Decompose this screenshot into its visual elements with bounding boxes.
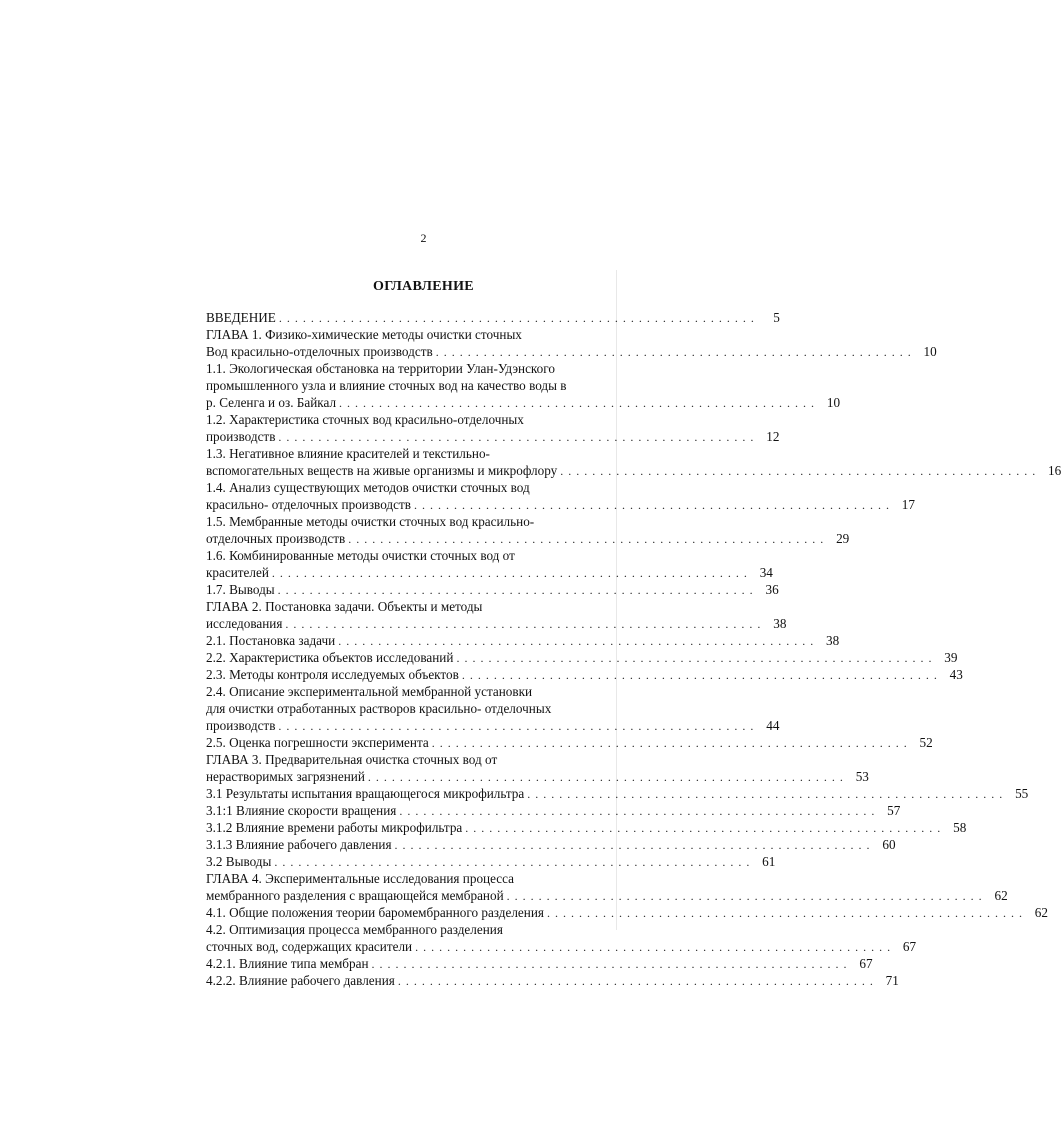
toc-entry-text: 1.5. Мембранные методы очистки сточных вод красильно- — [206, 514, 535, 529]
toc-title: ОГЛАВЛЕНИЕ — [373, 279, 474, 294]
toc-page-number: 60 — [882, 837, 896, 852]
dot-leader: . . . . . . . . . . . . . . . . . . . . . . . . . . . . . . . . . . . . . . . . . . . . . . . . . . . . . . . . . . . . — [285, 617, 762, 631]
toc-page-number: 61 — [762, 854, 776, 869]
dot-leader: . . . . . . . . . . . . . . . . . . . . . . . . . . . . . . . . . . . . . . . . . . . . . . . . . . . . . . . . . . . . — [394, 838, 871, 852]
toc-entry-text: 2.1. Постановка задачи — [206, 633, 336, 648]
toc-entry-text: 3.1.2 Влияние времени работы микрофильтра — [206, 820, 463, 835]
dot-leader: . . . . . . . . . . . . . . . . . . . . . . . . . . . . . . . . . . . . . . . . . . . . . . . . . . . . . . . . . . . . — [527, 787, 1004, 801]
toc-entry — [206, 598, 787, 632]
toc-entry-last-line — [206, 462, 1061, 479]
toc-entry — [206, 751, 869, 785]
toc-entry-last-line — [206, 887, 1008, 904]
toc-entry — [206, 632, 840, 649]
toc-entry — [206, 666, 963, 683]
toc-entry-last-line — [206, 428, 780, 445]
toc-entry-last-line — [206, 632, 840, 649]
dot-leader: . . . . . . . . . . . . . . . . . . . . . . . . . . . . . . . . . . . . . . . . . . . . . . . . . . . . . . . . . . . . — [560, 464, 1037, 478]
toc-page-number: 52 — [919, 735, 933, 750]
toc-entry — [206, 904, 1048, 921]
dot-leader: . . . . . . . . . . . . . . . . . . . . . . . . . . . . . . . . . . . . . . . . . . . . . . . . . . . . . . . . . . . . — [435, 345, 912, 359]
toc-entry-text: 1.1. Экологическая обстановка на территории Улан-Удэнского — [206, 361, 555, 376]
toc-page-number: 29 — [836, 531, 850, 546]
toc-entry-text: промышленного узла и влияние сточных вод на качество воды в — [206, 378, 567, 393]
table-of-contents — [206, 309, 1061, 989]
toc-page-number: 39 — [944, 650, 958, 665]
toc-page-number: 62 — [1034, 905, 1048, 920]
toc-entry-last-line — [206, 819, 967, 836]
toc-page-number: 57 — [887, 803, 901, 818]
toc-entry-text: красильно- отделочных производств — [206, 497, 411, 512]
toc-entry-text: производств — [206, 429, 276, 444]
toc-page-number: 53 — [855, 769, 869, 784]
toc-entry — [206, 836, 896, 853]
toc-entry-text: красителей — [206, 565, 269, 580]
toc-entry — [206, 921, 917, 955]
dot-leader: . . . . . . . . . . . . . . . . . . . . . . . . . . . . . . . . . . . . . . . . . . . . . . . . . . . . . . . . . . . . — [461, 668, 938, 682]
toc-entry-text: 2.5. Оценка погрешности эксперимента — [206, 735, 429, 750]
dot-leader: . . . . . . . . . . . . . . . . . . . . . . . . . . . . . . . . . . . . . . . . . . . . . . . . . . . . . . . . . . . . — [371, 957, 848, 971]
toc-page-number: 67 — [859, 956, 873, 971]
toc-entry-text: 1.7. Выводы — [206, 582, 275, 597]
toc-entry-text: 4.2.2. Влияние рабочего давления — [206, 973, 395, 988]
toc-entry-text: 4.2.1. Влияние типа мембран — [206, 956, 369, 971]
toc-entry-text: 1.3. Негативное влияние красителей и текстильно- — [206, 446, 490, 461]
toc-page-number: 38 — [826, 633, 840, 648]
toc-entry — [206, 547, 773, 581]
toc-entry-text: производств — [206, 718, 276, 733]
dot-leader: . . . . . . . . . . . . . . . . . . . . . . . . . . . . . . . . . . . . . . . . . . . . . . . . . . . . . . . . . . . . — [506, 889, 983, 903]
toc-entry-text: 4.1. Общие положения теории баромембранного разделения — [206, 905, 544, 920]
dot-leader: . . . . . . . . . . . . . . . . . . . . . . . . . . . . . . . . . . . . . . . . . . . . . . . . . . . . . . . . . . . . — [278, 430, 755, 444]
dot-leader: . . . . . . . . . . . . . . . . . . . . . . . . . . . . . . . . . . . . . . . . . . . . . . . . . . . . . . . . . . . . — [465, 821, 942, 835]
dot-leader: . . . . . . . . . . . . . . . . . . . . . . . . . . . . . . . . . . . . . . . . . . . . . . . . . . . . . . . . . . . . — [338, 634, 815, 648]
toc-entry-last-line — [206, 802, 901, 819]
toc-page-number: 71 — [885, 973, 899, 988]
toc-entry — [206, 734, 933, 751]
toc-entry — [206, 309, 780, 326]
toc-page-number: 17 — [901, 497, 915, 512]
toc-entry-last-line — [206, 615, 787, 632]
toc-entry-text: ВВЕДЕНИЕ — [206, 310, 276, 325]
dot-leader: . . . . . . . . . . . . . . . . . . . . . . . . . . . . . . . . . . . . . . . . . . . . . . . . . . . . . . . . . . . . — [274, 855, 751, 869]
dot-leader: . . . . . . . . . . . . . . . . . . . . . . . . . . . . . . . . . . . . . . . . . . . . . . . . . . . . . . . . . . . . — [271, 566, 748, 580]
toc-entry-text: 4.2. Оптимизация процесса мембранного разделения — [206, 922, 503, 937]
toc-entry-last-line — [206, 938, 917, 955]
toc-entry — [206, 802, 901, 819]
toc-entry-text: 2.2. Характеристика объектов исследований — [206, 650, 454, 665]
toc-entry — [206, 683, 780, 734]
toc-entry-last-line — [206, 955, 873, 972]
toc-entry — [206, 326, 937, 360]
toc-page-number: 12 — [766, 429, 780, 444]
toc-entry-last-line — [206, 836, 896, 853]
toc-entry-last-line — [206, 717, 780, 734]
toc-entry-last-line — [206, 530, 850, 547]
toc-entry-text: ГЛАВА 1. Физико-химические методы очистки сточных — [206, 327, 522, 342]
toc-page-number: 10 — [826, 395, 841, 410]
toc-entry-text: сточных вод, содержащих красители — [206, 939, 413, 954]
dot-leader: . . . . . . . . . . . . . . . . . . . . . . . . . . . . . . . . . . . . . . . . . . . . . . . . . . . . . . . . . . . . — [277, 583, 754, 597]
toc-entry — [206, 870, 1008, 904]
toc-entry-last-line — [206, 394, 841, 411]
toc-entry-text: 1.4. Анализ существующих методов очистки сточных вод — [206, 480, 530, 495]
toc-entry-last-line — [206, 581, 779, 598]
toc-entry — [206, 972, 899, 989]
dot-leader: . . . . . . . . . . . . . . . . . . . . . . . . . . . . . . . . . . . . . . . . . . . . . . . . . . . . . . . . . . . . — [278, 311, 755, 325]
toc-entry-text: ГЛАВА 2. Постановка задачи. Объекты и методы — [206, 599, 483, 614]
toc-entry-last-line — [206, 734, 933, 751]
toc-entry-text: нерастворимых загрязнений — [206, 769, 365, 784]
dot-leader: . . . . . . . . . . . . . . . . . . . . . . . . . . . . . . . . . . . . . . . . . . . . . . . . . . . . . . . . . . . . — [546, 906, 1023, 920]
dot-leader: . . . . . . . . . . . . . . . . . . . . . . . . . . . . . . . . . . . . . . . . . . . . . . . . . . . . . . . . . . . . — [399, 804, 876, 818]
toc-page-number: 38 — [773, 616, 787, 631]
toc-entry-last-line — [206, 768, 869, 785]
toc-page-number: 16 — [1048, 463, 1061, 478]
toc-entry-text: 3.1 Результаты испытания вращающегося микрофильтра — [206, 786, 525, 801]
toc-entry-last-line — [206, 853, 776, 870]
toc-entry-text: 2.3. Методы контроля исследуемых объектов — [206, 667, 459, 682]
toc-entry-text: Вод красильно-отделочных производств — [206, 344, 433, 359]
toc-entry-last-line — [206, 649, 958, 666]
toc-page-number: 43 — [949, 667, 963, 682]
toc-entry — [206, 581, 779, 598]
dot-leader: . . . . . . . . . . . . . . . . . . . . . . . . . . . . . . . . . . . . . . . . . . . . . . . . . . . . . . . . . . . . — [348, 532, 825, 546]
toc-entry-text: ГЛАВА 4. Экспериментальные исследования процесса — [206, 871, 514, 886]
toc-page-number: 58 — [953, 820, 967, 835]
toc-entry — [206, 955, 873, 972]
toc-entry-last-line — [206, 343, 937, 360]
dot-leader: . . . . . . . . . . . . . . . . . . . . . . . . . . . . . . . . . . . . . . . . . . . . . . . . . . . . . . . . . . . . — [397, 974, 874, 988]
toc-entry — [206, 360, 841, 411]
toc-entry — [206, 479, 915, 513]
toc-page-number: 67 — [902, 939, 917, 954]
dot-leader: . . . . . . . . . . . . . . . . . . . . . . . . . . . . . . . . . . . . . . . . . . . . . . . . . . . . . . . . . . . . — [456, 651, 933, 665]
toc-entry-text: 3.2 Выводы — [206, 854, 272, 869]
toc-entry-last-line — [206, 666, 963, 683]
dot-leader: . . . . . . . . . . . . . . . . . . . . . . . . . . . . . . . . . . . . . . . . . . . . . . . . . . . . . . . . . . . . — [413, 498, 890, 512]
dot-leader: . . . . . . . . . . . . . . . . . . . . . . . . . . . . . . . . . . . . . . . . . . . . . . . . . . . . . . . . . . . . — [431, 736, 908, 750]
toc-entry — [206, 445, 1061, 479]
toc-entry — [206, 853, 776, 870]
toc-entry-text: 2.4. Описание экспериментальной мембранной установки — [206, 684, 533, 699]
dot-leader: . . . . . . . . . . . . . . . . . . . . . . . . . . . . . . . . . . . . . . . . . . . . . . . . . . . . . . . . . . . . — [367, 770, 844, 784]
toc-page-number: 44 — [766, 718, 780, 733]
toc-entry-text: 1.6. Комбинированные методы очистки сточных вод от — [206, 548, 515, 563]
toc-entry — [206, 819, 967, 836]
toc-entry-text: 3.1.3 Влияние рабочего давления — [206, 837, 392, 852]
toc-page-number: 10 — [923, 344, 937, 359]
toc-entry — [206, 649, 958, 666]
toc-entry-last-line — [206, 904, 1048, 921]
dot-leader: . . . . . . . . . . . . . . . . . . . . . . . . . . . . . . . . . . . . . . . . . . . . . . . . . . . . . . . . . . . . — [278, 719, 755, 733]
toc-entry-last-line — [206, 785, 1029, 802]
toc-entry-text: вспомогательных веществ на живые организмы и микрофлору — [206, 463, 558, 478]
dot-leader: . . . . . . . . . . . . . . . . . . . . . . . . . . . . . . . . . . . . . . . . . . . . . . . . . . . . . . . . . . . . — [339, 396, 816, 410]
toc-page-number: 5 — [773, 310, 780, 325]
page-number: 2 — [420, 231, 427, 245]
toc-entry-last-line — [206, 564, 773, 581]
toc-entry-text: 1.2. Характеристика сточных вод красильно-отделочных — [206, 412, 524, 427]
toc-page-number: 36 — [765, 582, 779, 597]
toc-entry — [206, 411, 780, 445]
dot-leader: . . . . . . . . . . . . . . . . . . . . . . . . . . . . . . . . . . . . . . . . . . . . . . . . . . . . . . . . . . . . — [415, 940, 892, 954]
toc-entry-text: исследования — [206, 616, 283, 631]
toc-entry — [206, 785, 1029, 802]
toc-entry-last-line — [206, 972, 899, 989]
toc-entry-text: р. Селенга и оз. Байкал — [206, 395, 337, 410]
toc-entry-text: для очистки отработанных растворов красильно- отделочных — [206, 701, 552, 716]
toc-page-number: 34 — [759, 565, 773, 580]
toc-entry — [206, 513, 850, 547]
toc-page-number: 62 — [994, 888, 1008, 903]
toc-entry-last-line — [206, 496, 915, 513]
toc-entry-text: ГЛАВА 3. Предварительная очистка сточных вод от — [206, 752, 498, 767]
toc-entry-text: отделочных производств — [206, 531, 346, 546]
toc-entry-last-line — [206, 309, 780, 326]
toc-entry-text: мембранного разделения с вращающейся мембраной — [206, 888, 504, 903]
toc-entry-text: 3.1:1 Влияние скорости вращения — [206, 803, 397, 818]
toc-page-number: 55 — [1015, 786, 1029, 801]
